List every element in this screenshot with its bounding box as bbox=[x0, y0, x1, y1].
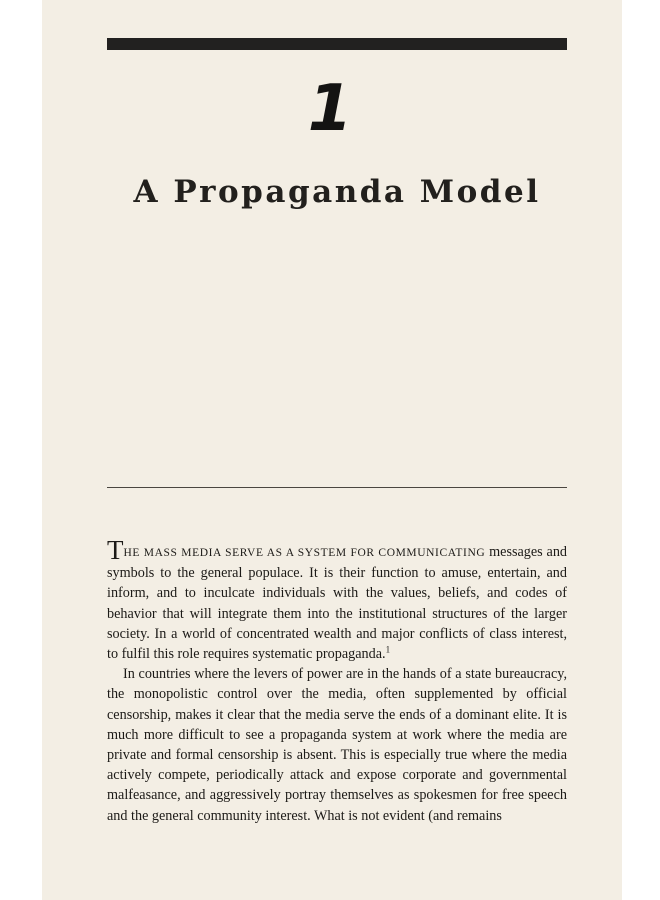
opening-smallcaps: HE MASS MEDIA SERVE AS A SYSTEM FOR COMMUNICATING bbox=[123, 547, 486, 559]
chapter-header-bar bbox=[107, 38, 567, 50]
chapter-body bbox=[107, 535, 568, 826]
paragraph-2: In countries where the levers of power are in the hands of a state bureaucracy, the monopolistic control over the media, often supplemented by official censorship, makes it clear that the media serve the ends of a dominant elite. It is much more difficult to see a propaganda system at work where the media are private and formal censorship is absent. This is especially true where the media actively compete, periodically attack and expose corporate and governmental malfeasance, and aggressively portray themselves as spokesmen for free speech and the general community interest. What is not evident (and remains bbox=[107, 666, 567, 824]
chapter-number: 1 bbox=[307, 72, 353, 146]
paragraph-1-text: messages and symbols to the general populace. It is their function to amuse, entertain, and inform, and to inculcate individuals with the values, beliefs, and codes of behavior that will integrate them into the institutional structures of the larger society. In a world of concentrated wealth and major conflicts of class interest, to fulfil this role requires systematic propaganda. bbox=[107, 544, 568, 663]
section-divider bbox=[107, 487, 567, 488]
drop-cap: T bbox=[107, 535, 124, 565]
paragraph-1 bbox=[107, 535, 568, 664]
chapter-title: A Propaganda Model bbox=[133, 174, 541, 210]
footnote-marker[interactable]: 1 bbox=[385, 644, 391, 655]
